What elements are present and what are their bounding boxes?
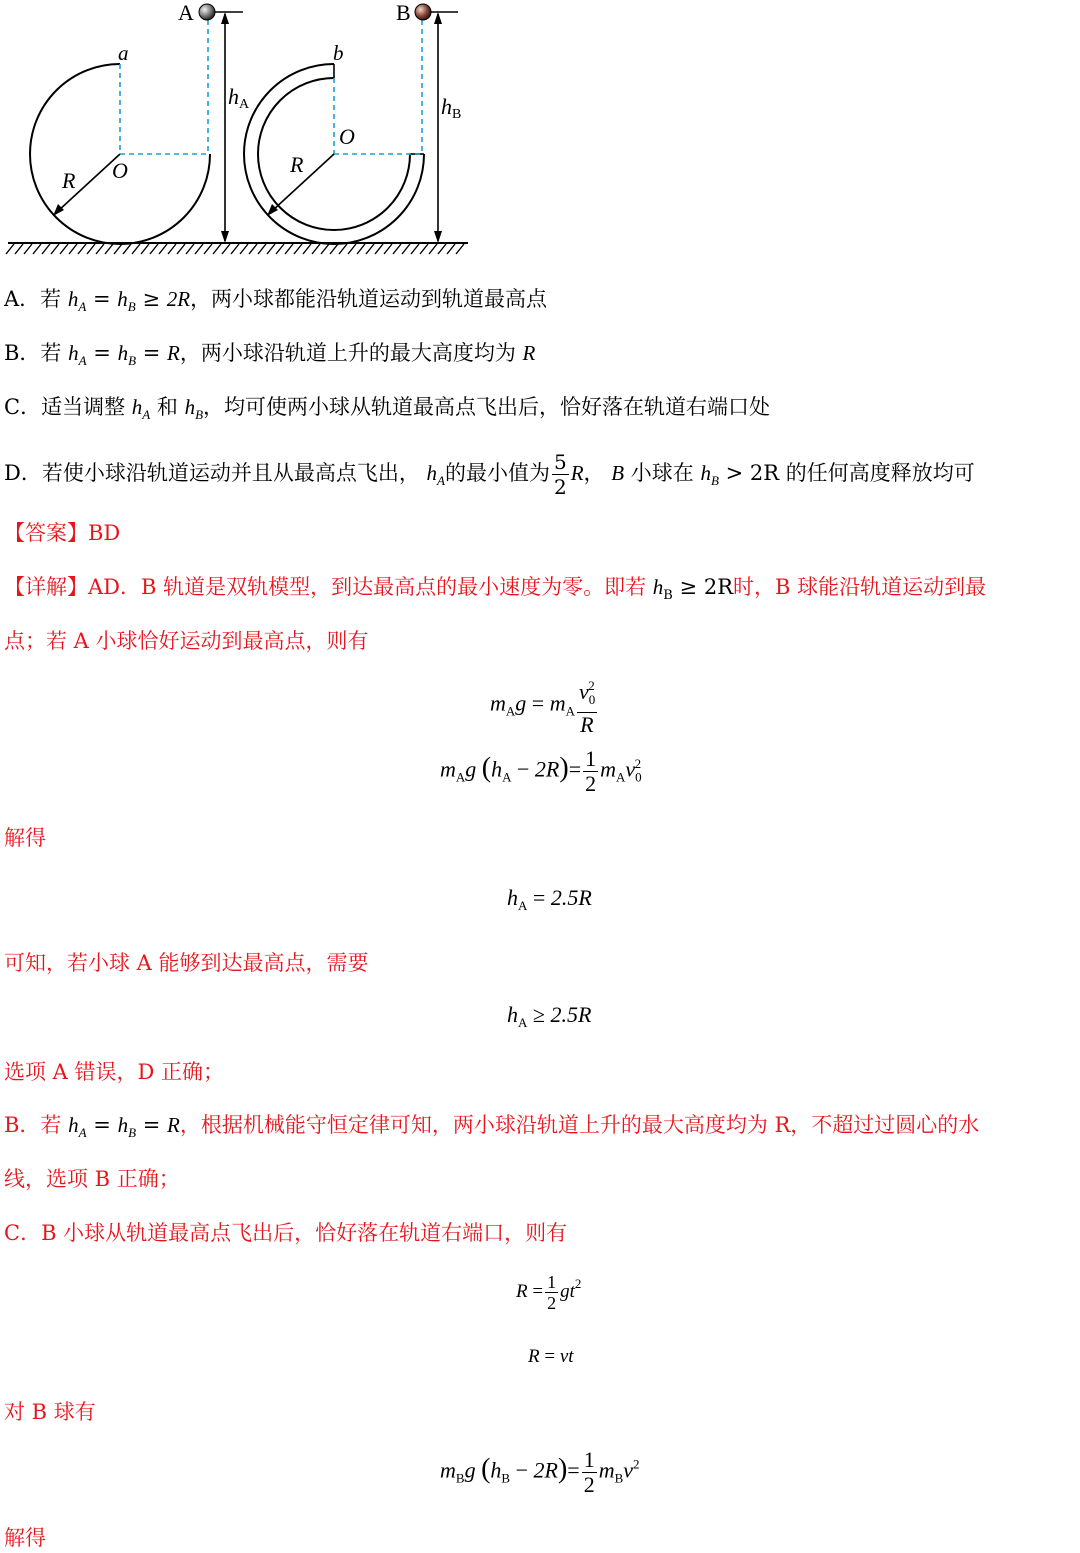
hatch-mark bbox=[447, 244, 455, 254]
explanation-line-2: 点；若 A 小球恰好运动到最高点，则有 bbox=[4, 629, 369, 653]
option-a-conclusion: 选项 A 错误，D 正确； bbox=[4, 1060, 225, 1084]
option-b-explain-2: 线，选项 B 正确； bbox=[4, 1167, 180, 1191]
hatch-mark bbox=[411, 244, 419, 254]
ground-hatching bbox=[6, 244, 464, 254]
hatch-mark bbox=[456, 244, 464, 254]
hatch-mark bbox=[312, 244, 320, 254]
answer: 【答案】BD bbox=[4, 521, 121, 545]
hatch-mark bbox=[24, 244, 32, 254]
condition-text: 可知，若小球 A 能够到达最高点，需要 bbox=[4, 951, 369, 975]
label-hb: hB bbox=[441, 94, 462, 122]
for-b-label: 对 B 球有 bbox=[4, 1400, 96, 1424]
hatch-mark bbox=[339, 244, 347, 254]
hatch-mark bbox=[87, 244, 95, 254]
hatch-mark bbox=[402, 244, 410, 254]
ball-b bbox=[415, 4, 431, 20]
hatch-mark bbox=[438, 244, 446, 254]
hatch-mark bbox=[132, 244, 140, 254]
hatch-mark bbox=[303, 244, 311, 254]
option-c: C．适当调整 $h_A$ 和 $h_B$，均可使两小球从轨道最高点飞出后，恰好落在轨道右端口处 bbox=[4, 395, 771, 422]
hatch-mark bbox=[96, 244, 104, 254]
hatch-mark bbox=[168, 244, 176, 254]
label-ha: hA bbox=[228, 84, 250, 112]
hatch-mark bbox=[240, 244, 248, 254]
label-ball-b: B bbox=[396, 0, 411, 25]
hatch-mark bbox=[294, 244, 302, 254]
equation-5: R = $\frac{1}{2}$ $gt^2$ bbox=[516, 1272, 582, 1313]
hatch-mark bbox=[249, 244, 257, 254]
option-c-explain: C．B 小球从轨道最高点飞出后，恰好落在轨道右端口，则有 bbox=[4, 1221, 568, 1245]
equation-7: $m_Bg$ $(h_B - 2R)=$ $\frac{1}{2}$ $m_Bv^2$ bbox=[440, 1447, 640, 1497]
hatch-mark bbox=[123, 244, 131, 254]
hatch-mark bbox=[42, 244, 50, 254]
hatch-mark bbox=[105, 244, 113, 254]
hatch-mark bbox=[150, 244, 158, 254]
solve-label-1: 解得 bbox=[4, 826, 46, 850]
option-b-explain: B．若 $h_A = h_B = R$，根据机械能守恒定律可知，两小球沿轨道上升的最大高度均为 R，不超过过圆心的水 bbox=[4, 1113, 980, 1140]
hatch-mark bbox=[159, 244, 167, 254]
hatch-mark bbox=[60, 244, 68, 254]
hatch-mark bbox=[366, 244, 374, 254]
ball-a bbox=[199, 4, 215, 20]
hatch-mark bbox=[321, 244, 329, 254]
hatch-mark bbox=[222, 244, 230, 254]
hatch-mark bbox=[375, 244, 383, 254]
label-o1: O bbox=[112, 158, 128, 183]
hatch-mark bbox=[357, 244, 365, 254]
label-b: b bbox=[333, 41, 344, 65]
hatch-mark bbox=[15, 244, 23, 254]
label-o2: O bbox=[339, 124, 355, 149]
equation-1: $m_Ag = m_A$ $\frac{v_0^2}{R}$ bbox=[490, 674, 599, 737]
option-b: B．若 $h_A = h_B = R$，两小球沿轨道上升的最大高度均为 R bbox=[4, 341, 536, 368]
hatch-mark bbox=[384, 244, 392, 254]
hatch-mark bbox=[78, 244, 86, 254]
hatch-mark bbox=[33, 244, 41, 254]
solve-label-2: 解得 bbox=[4, 1526, 46, 1550]
hatch-mark bbox=[6, 244, 14, 254]
hatch-mark bbox=[231, 244, 239, 254]
label-r1: R bbox=[62, 168, 76, 193]
explanation-line-1: 【详解】AD．B 轨道是双轨模型，到达最高点的最小速度为零。即若 $h_B \ge 2R$时，B 球能沿轨道运动到最 bbox=[4, 575, 987, 603]
hatch-mark bbox=[69, 244, 77, 254]
hatch-mark bbox=[186, 244, 194, 254]
hatch-mark bbox=[393, 244, 401, 254]
track-diagram bbox=[0, 0, 480, 260]
option-a: A．若 $h_A = h_B \ge 2R$，两小球都能沿轨道运动到轨道最高点 bbox=[4, 287, 548, 314]
hatch-mark bbox=[330, 244, 338, 254]
hatch-mark bbox=[420, 244, 428, 254]
hatch-mark bbox=[141, 244, 149, 254]
equation-6: R = vt bbox=[528, 1346, 574, 1367]
label-r2: R bbox=[290, 152, 304, 177]
equation-3: $h_A = 2.5R$ bbox=[507, 885, 592, 913]
hatch-mark bbox=[258, 244, 266, 254]
hatch-mark bbox=[177, 244, 185, 254]
hatch-mark bbox=[429, 244, 437, 254]
hatch-mark bbox=[51, 244, 59, 254]
hatch-mark bbox=[213, 244, 221, 254]
hatch-mark bbox=[267, 244, 275, 254]
option-d: D．若使小球沿轨道运动并且从最高点飞出， $h_A$的最小值为 $\frac{5}{2}$ R， B 小球在 $h_B > 2R$ 的任何高度释放均可 bbox=[4, 450, 975, 499]
hatch-mark bbox=[285, 244, 293, 254]
hatch-mark bbox=[348, 244, 356, 254]
hatch-mark bbox=[114, 244, 122, 254]
equation-4: $h_A \ge 2.5R$ bbox=[507, 1002, 592, 1030]
hatch-mark bbox=[204, 244, 212, 254]
label-a: a bbox=[118, 41, 129, 65]
equation-2: $m_Ag$ $(h_A - 2R)=$ $\frac{1}{2}$ $m_Av_0^2$ bbox=[440, 746, 642, 796]
hatch-mark bbox=[276, 244, 284, 254]
hatch-mark bbox=[195, 244, 203, 254]
label-ball-a: A bbox=[178, 0, 194, 25]
